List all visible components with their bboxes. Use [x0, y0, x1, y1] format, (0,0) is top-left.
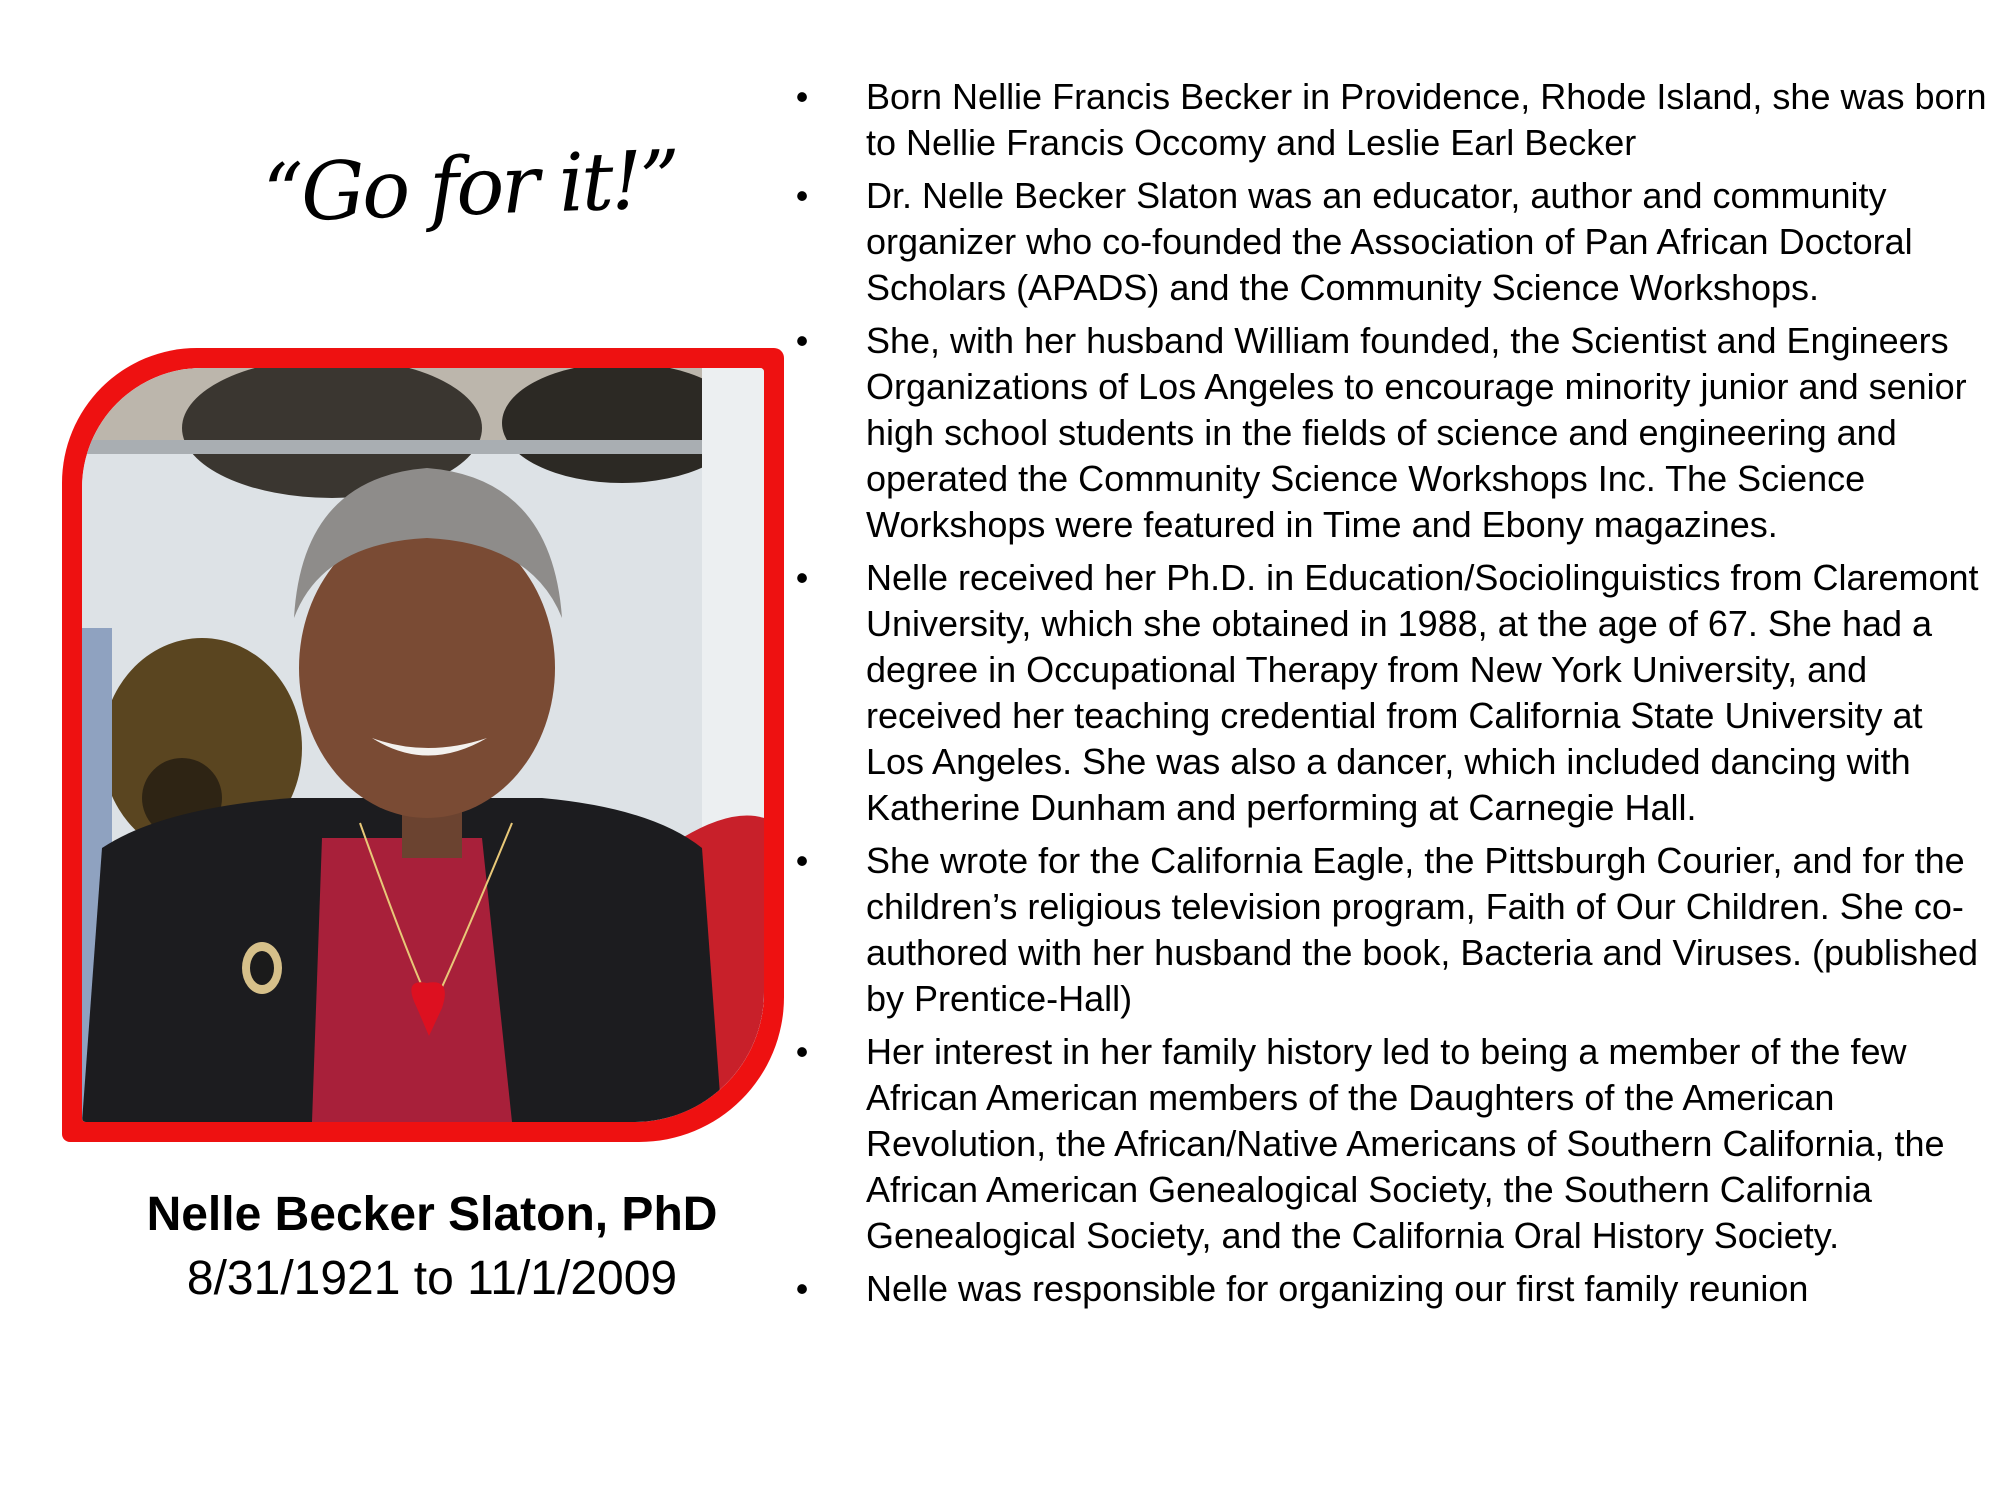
biography-list — [790, 74, 1990, 1319]
bio-item — [790, 1266, 1990, 1312]
bio-item — [790, 173, 1990, 311]
bio-item-text: Nelle received her Ph.D. in Education/Sociolinguistics from Claremont University, which she obtained in 1988, at the age of 67. She had a degree in Occupational Therapy from New York University, and received her teaching credential from California State University at Los Angeles. She was also a dancer, which included dancing with Katherine Dunham and performing at Carnegie Hall. — [866, 557, 1979, 828]
bullet-icon: • — [795, 320, 809, 361]
bio-item-text: Born Nellie Francis Becker in Providence, Rhode Island, she was born to Nellie Francis Occomy and Leslie Earl Becker — [866, 76, 1987, 163]
bio-item — [790, 555, 1990, 831]
bullet-icon: • — [795, 76, 809, 117]
bio-item-text: She, with her husband William founded, the Scientist and Engineers Organizations of Los Angeles to encourage minority junior and senior high school students in the fields of science and engineering and operated the Community Science Workshops Inc. The Science Workshops were featured in Time and Ebony magazines. — [866, 320, 1967, 545]
bio-item-text: She wrote for the California Eagle, the Pittsburgh Courier, and for the children’s religious television program, Faith of Our Children. She co-authored with her husband the book, Bacteria and Viruses. (published by Prentice-Hall) — [866, 840, 1979, 1019]
bullet-icon: • — [795, 840, 809, 881]
bio-item — [790, 838, 1990, 1022]
quote-heading: “Go for it!” — [261, 132, 680, 241]
bullet-icon: • — [795, 557, 809, 598]
bio-item — [790, 74, 1990, 166]
bullet-icon: • — [795, 1268, 809, 1309]
bio-item-text: Her interest in her family history led to being a member of the few African American members of the Daughters of the American Revolution, the African/Native Americans of Southern California, the African American Genealogical Society, the Southern California Genealogical Society, and the California Oral History Society. — [866, 1031, 1945, 1256]
bio-item — [790, 1029, 1990, 1259]
portrait-photo — [82, 368, 764, 1122]
photo-frame — [62, 348, 784, 1142]
portrait-illustration — [82, 368, 764, 1122]
bio-item — [790, 318, 1990, 548]
bio-item-text: Dr. Nelle Becker Slaton was an educator, author and community organizer who co-founded the Association of Pan African Doctoral Scholars (APADS) and the Community Science Workshops. — [866, 175, 1913, 308]
bullet-icon: • — [795, 175, 809, 216]
person-dates: 8/31/1921 to 11/1/2009 — [186, 1252, 678, 1305]
bullet-icon: • — [795, 1031, 809, 1072]
bio-item-text: Nelle was responsible for organizing our first family reunion — [866, 1268, 1809, 1309]
person-name: Nelle Becker Slaton, PhD — [146, 1188, 718, 1241]
